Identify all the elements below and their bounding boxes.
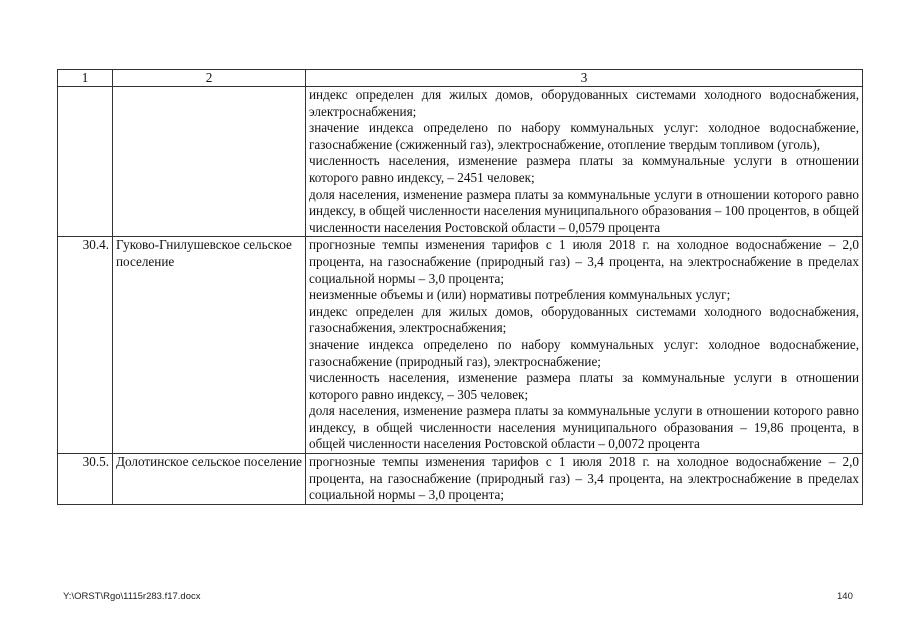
document-table	[57, 69, 863, 505]
row-settlement-name: Долотинское сельское поселение	[113, 454, 306, 505]
description-paragraph: численность населения, изменение размера платы за коммунальные услуги в отношении которого равно индексу, – 305 человек;	[309, 370, 859, 402]
description-paragraph: индекс определен для жилых домов, оборудованных системами холодного водоснабжения, газоснабжения, электроснабжения;	[309, 303, 859, 336]
description-paragraph: прогнозные темпы изменения тарифов с 1 июля 2018 г. на холодное водоснабжение – 2,0 процента, на газоснабжение (природный газ) – 3,4 процента, на электроснабжение в пределах социальной нормы – 3,0 процента;	[309, 454, 859, 503]
description-paragraph: значение индекса определено по набору коммунальных услуг: холодное водоснабжение, газоснабжение (природный газ), электроснабжение;	[309, 336, 859, 369]
table-header-row	[58, 70, 863, 87]
description-paragraph: неизменные объемы и (или) нормативы потребления коммунальных услуг;	[309, 287, 731, 303]
table-row	[58, 237, 863, 454]
description-paragraph: доля населения, изменение размера платы за коммунальные услуги в отношении которого равно индексу, в общей численности населения муниципального образования – 19,86 процента, в общей численности населения Ростовской области – 0,0072 процента	[309, 403, 859, 452]
description-paragraph: прогнозные темпы изменения тарифов с 1 июля 2018 г. на холодное водоснабжение – 2,0 процента, на газоснабжение (природный газ) – 3,4 процента, на электроснабжение в пределах социальной нормы – 3,0 процента;	[309, 237, 859, 286]
description-paragraph: численность населения, изменение размера платы за коммунальные услуги в отношении которого равно индексу, – 2451 человек;	[309, 153, 859, 185]
table-body	[58, 70, 863, 505]
description-paragraph: индекс определен для жилых домов, оборудованных системами холодного водоснабжения, электроснабжения;	[309, 87, 859, 119]
page-number: 140	[837, 591, 853, 602]
table-row	[58, 87, 863, 237]
header-cell-3: 3	[306, 70, 863, 87]
row-description	[306, 87, 863, 237]
row-description	[306, 237, 863, 454]
row-settlement-name: Гуково-Гнилушевское сельское поселение	[113, 237, 306, 454]
row-description	[306, 454, 863, 505]
description-paragraph: значение индекса определено по набору коммунальных услуг: холодное водоснабжение, газоснабжение (сжиженный газ), электроснабжение, отопление твердым топливом (уголь),	[309, 120, 859, 152]
header-cell-1: 1	[58, 70, 113, 87]
row-number: 30.5.	[58, 454, 113, 505]
description-paragraph: доля населения, изменение размера платы за коммунальные услуги в отношении которого равно индексу, в общей численности населения муниципального образования – 100 процентов, в общей численности населения Ростовской области – 0,0579 процента	[309, 186, 859, 235]
row-number	[58, 87, 113, 237]
row-settlement-name	[113, 87, 306, 237]
row-number: 30.4.	[58, 237, 113, 454]
header-cell-2: 2	[113, 70, 306, 87]
footer-file-path: Y:\ORST\Rgo\1115r283.f17.docx	[63, 591, 201, 602]
table-row	[58, 454, 863, 505]
